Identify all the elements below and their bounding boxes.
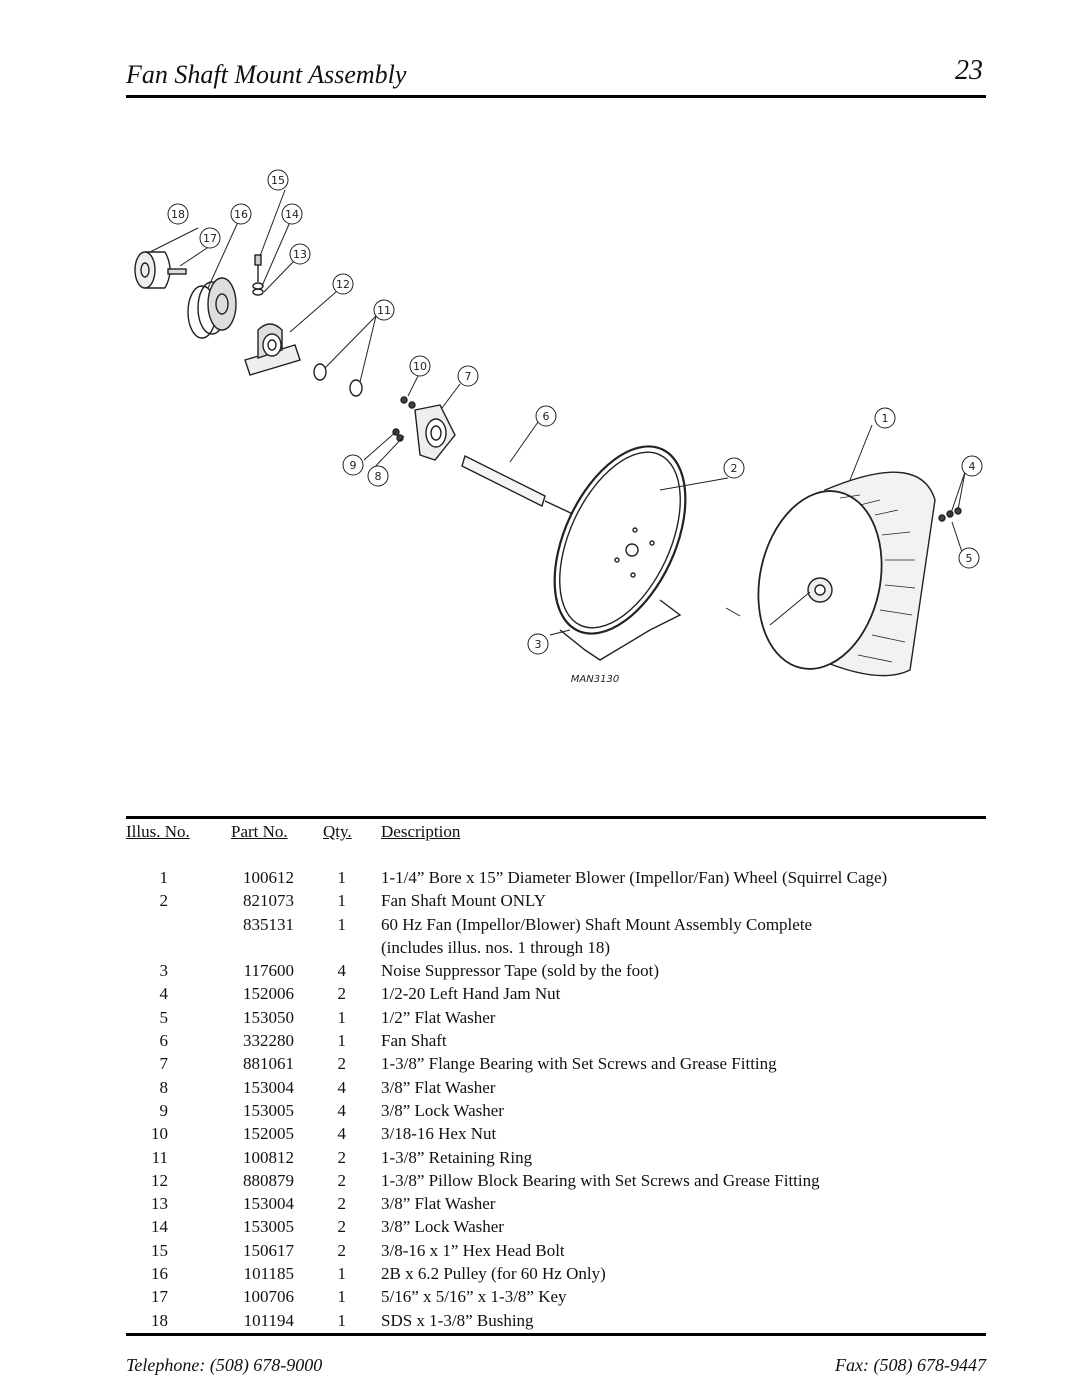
table-row: 16 101185 1 2B x 6.2 Pulley (for 60 Hz Only) [151,1264,606,1284]
description-header: Description [381,822,461,841]
table-row: 12 880879 2 1-3/8” Pillow Block Bearing with Set Screws and Grease Fitting [151,1170,820,1190]
table-row: (includes illus. nos. 1 through 18) [381,937,611,957]
callout-13 [290,244,310,264]
svg-text:10: 10 [413,360,427,373]
table-row: 2 821073 1 Fan Shaft Mount ONLY [159,891,546,911]
page-title: Fan Shaft Mount Assembly [126,60,407,89]
blower-wheel-part [743,472,961,680]
callout-6 [536,406,556,426]
title-rule [126,95,986,98]
callout-11 [374,300,394,320]
parts-table [126,866,986,1332]
svg-text:9: 9 [349,459,357,472]
callout-16 [231,204,251,224]
svg-text:12: 12 [336,278,350,291]
svg-text:2: 2 [730,462,738,475]
pulley-part [188,278,236,338]
callout-4 [962,456,982,476]
svg-text:15: 15 [271,174,285,187]
key-part [168,269,186,274]
table-row: 835131 1 60 Hz Fan (Impellor/Blower) Shaft Mount Assembly Complete [243,914,813,934]
table-row: 11 100812 2 1-3/8” Retaining Ring [151,1147,533,1167]
callout-7 [458,366,478,386]
fan-shaft-mount-part [528,426,712,660]
bushing-part [135,252,170,288]
table-row: 8 153004 4 3/8” Flat Washer [159,1077,496,1097]
table-row: 17 100706 1 5/16” x 5/16” x 1-3/8” Key [151,1287,567,1307]
svg-text:8: 8 [374,470,382,483]
table-top-rule [126,816,986,819]
svg-text:1: 1 [881,412,889,425]
svg-text:17: 17 [203,232,217,245]
callout-2 [724,458,744,478]
callout-9 [343,455,363,475]
pillow-block-bearing-part [245,324,300,375]
callout-14 [282,204,302,224]
callout-10 [410,356,430,376]
table-row: 14 153005 2 3/8” Lock Washer [151,1217,504,1237]
svg-text:16: 16 [234,208,248,221]
retaining-ring-part [350,380,362,396]
table-row: 18 101194 1 SDS x 1-3/8” Bushing [151,1310,534,1330]
qty-header: Qty. [323,822,352,841]
table-row: 10 152005 4 3/18-16 Hex Nut [151,1124,497,1144]
table-row: 4 152006 2 1/2-20 Left Hand Jam Nut [159,984,561,1004]
table-row: 9 153005 4 3/8” Lock Washer [159,1100,504,1120]
table-row: 7 881061 2 1-3/8” Flange Bearing with Set Screws and Grease Fitting [159,1054,777,1074]
illus-no-header: Illus. No. [126,822,190,841]
svg-text:7: 7 [464,370,472,383]
svg-text:6: 6 [542,410,550,423]
retaining-ring-part [314,364,326,380]
part-no-header: Part No. [231,822,288,841]
callout-1 [875,408,895,428]
svg-text:14: 14 [285,208,299,221]
exploded-assembly-diagram [120,160,1000,700]
hex-bolt-part [253,255,263,295]
svg-text:5: 5 [965,552,973,565]
callout-12 [333,274,353,294]
footer-fax: Fax: (508) 678-9447 [835,1355,986,1375]
table-bottom-rule [126,1333,986,1336]
footer-telephone: Telephone: (508) 678-9000 [126,1355,323,1375]
fan-shaft-part [462,456,590,522]
svg-text:4: 4 [968,460,976,473]
callout-8 [368,466,388,486]
flange-bearing-part [393,397,455,460]
callout-3 [528,634,548,654]
table-row: 15 150617 2 3/8-16 x 1” Hex Head Bolt [151,1240,565,1260]
svg-text:11: 11 [377,304,391,317]
page-number: 23 [955,55,983,86]
callout-15 [268,170,288,190]
callout-17 [200,228,220,248]
svg-text:13: 13 [293,248,307,261]
callout-18 [168,204,188,224]
table-row: 6 332280 1 Fan Shaft [159,1031,447,1051]
table-row: 13 153004 2 3/8” Flat Washer [151,1194,496,1214]
table-row: 1 100612 1 1-1/4” Bore x 15” Diameter Blower (Impellor/Fan) Wheel (Squirrel Cage) [159,868,888,887]
table-row: 5 153050 1 1/2” Flat Washer [159,1007,496,1027]
svg-text:3: 3 [534,638,542,651]
table-row: 3 117600 4 Noise Suppressor Tape (sold by the foot) [159,961,660,981]
svg-text:18: 18 [171,208,185,221]
drawing-id: MAN3130 [570,674,620,685]
callout-5 [959,548,979,568]
